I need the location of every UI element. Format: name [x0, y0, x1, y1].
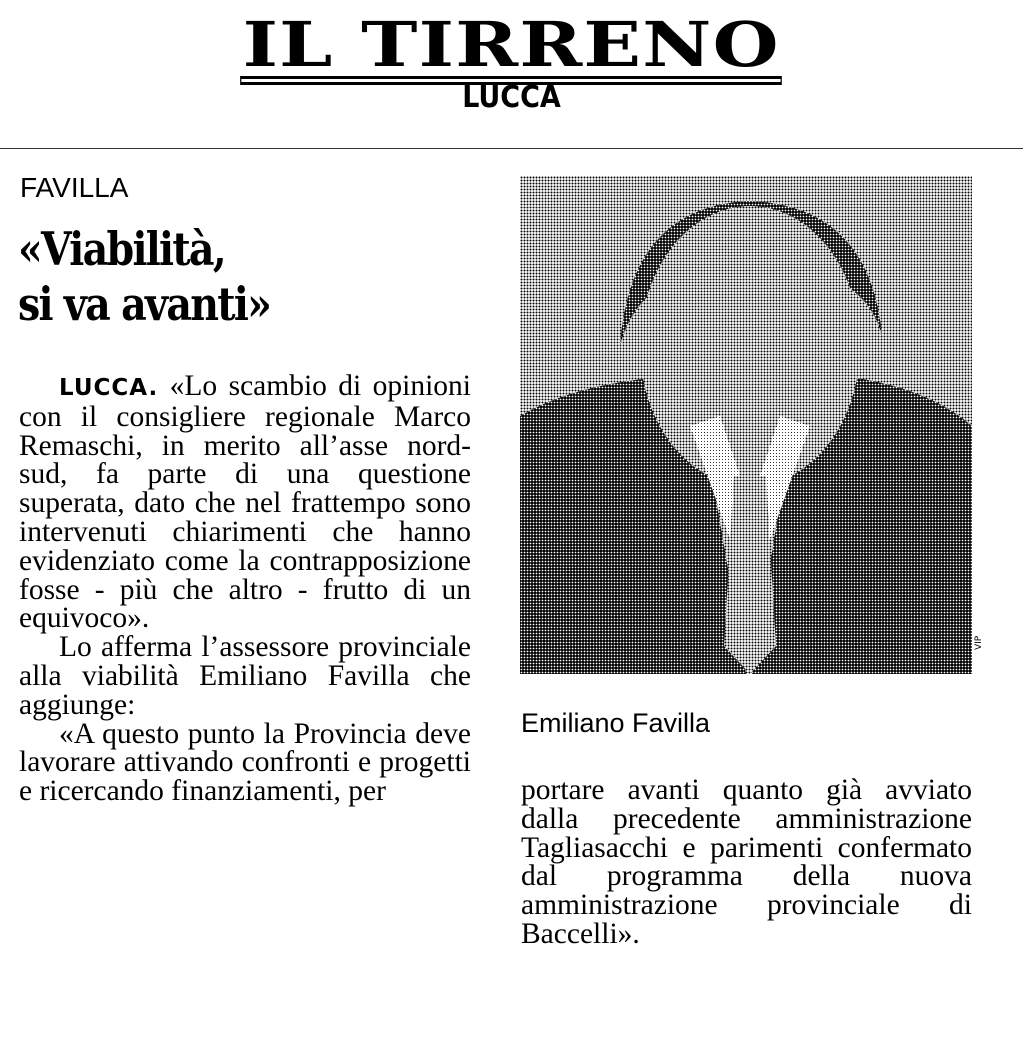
header-divider — [0, 148, 1023, 149]
headline-line-1: «Viabilità, — [18, 222, 225, 276]
portrait-photo — [520, 176, 972, 674]
masthead — [0, 0, 1023, 150]
article-kicker: FAVILLA — [20, 172, 129, 203]
article-column-left — [19, 372, 471, 806]
headline-line-2: si va avanti» — [18, 277, 271, 331]
portrait-silhouette — [520, 176, 972, 674]
article-column-right — [521, 776, 972, 949]
edition-name: LUCCA — [462, 80, 561, 115]
photo-caption: Emiliano Favilla — [521, 708, 711, 738]
paragraph-1 — [19, 372, 471, 633]
dateline: LUCCA. — [59, 375, 159, 401]
paragraph-1-text: «Lo scambio di opinioni con il consigliere regionale Marco Remaschi, in merito all’asse nord-sud, fa parte di una questione superata, dato che nel frattempo sono intervenuti chiarimenti che hanno evidenziato come la contrapposizione fosse - più che altro - frutto di un equivoco». — [19, 370, 471, 635]
paragraph-3: «A questo punto la Provincia deve lavorare attivando confronti e progetti e ricercando finanziamenti, per — [19, 717, 471, 808]
paragraph-4: portare avanti quanto già avviato dalla precedente amministrazione Tagliasacchi e parimenti confermato dal programma della nuova amministrazione provinciale di Baccelli». — [521, 774, 972, 950]
photo-credit: VIP — [974, 635, 984, 650]
newspaper-title: IL TIRRENO — [240, 14, 782, 79]
article-headline — [18, 222, 422, 332]
paragraph-2: Lo afferma l’assessore provinciale alla viabilità Emiliano Favilla che aggiunge: — [19, 631, 471, 721]
